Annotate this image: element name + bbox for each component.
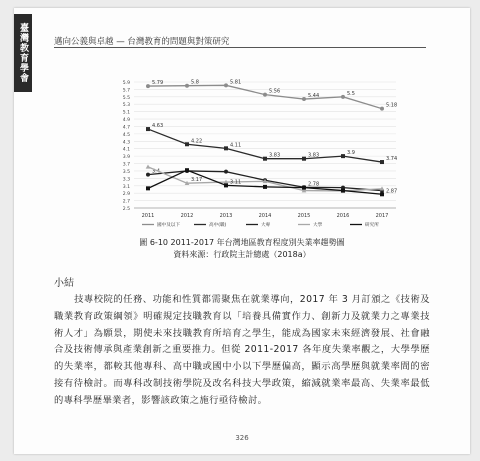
data-point (302, 157, 306, 161)
data-point (146, 84, 150, 88)
data-label: 2.87 (386, 188, 398, 195)
data-point (224, 170, 228, 174)
data-point (263, 185, 267, 189)
data-label: 5.44 (308, 93, 320, 100)
data-label: 4.22 (191, 138, 203, 145)
unemployment-line-chart (112, 76, 404, 234)
data-point (341, 95, 345, 99)
data-point (341, 154, 345, 158)
legend-label: 國中及以下 (157, 223, 180, 228)
y-tick-label: 4.3 (122, 140, 130, 146)
summary-paragraph (54, 292, 430, 410)
section-title: 小結 (54, 278, 74, 289)
figure-caption: 圖 6-10 2011-2017 年台灣地區教育程度別失業率趨勢圖 (139, 238, 345, 247)
data-point (146, 173, 150, 177)
chart-svg (112, 76, 404, 234)
data-label: 5.5 (347, 90, 355, 97)
data-point (263, 157, 267, 161)
x-tick-label: 2017 (375, 213, 389, 219)
data-label: 3.4 (152, 168, 160, 175)
data-label: 4.11 (230, 142, 242, 149)
x-tick-label: 2012 (180, 213, 194, 219)
y-tick-label: 2.7 (122, 199, 130, 205)
legend-label: 研究所 (365, 223, 379, 228)
book-page (14, 8, 470, 454)
data-point (302, 97, 306, 101)
y-tick-label: 4.1 (122, 147, 130, 153)
running-head: 邁向公義與卓越 — 台灣教育的問題與對策研究 (54, 37, 230, 47)
x-tick-label: 2013 (219, 213, 233, 219)
data-point (185, 84, 189, 88)
data-label: 5.18 (386, 102, 398, 109)
x-tick-label: 2016 (336, 213, 350, 219)
legend-label: 大專 (261, 223, 271, 228)
data-label: 3.74 (386, 156, 398, 163)
data-label: 3.83 (308, 152, 320, 159)
paragraph-text: 技專校院的任務、功能和性質都需聚焦在就業導向，2017 年 3 月訂頒之《技術及職業教育政策綱領》明確規定技職教育以「培養具備實作力、創新力及就業力之專業技術人才」為願景，期使未來技職教育所培育之學生，能成為國家未來經濟發展、社會融合及技術傳承與產業創新之重要推力。但從 2011-2017 各年度失業率觀之，大學學歷的失業率，都較其他專科、高中職或國中小以下學歷偏高，顯示高學歷與就業率間的密接有待檢討。而專科改制技術學院及改名科技大學政策，縮減就業率最高、失業率最低的專科學歷畢業者，影響該政策之施行亟待檢討。 (54, 294, 430, 406)
y-tick-label: 5.5 (122, 95, 130, 101)
data-label: 5.8 (191, 79, 199, 86)
x-tick-label: 2011 (141, 213, 155, 219)
data-point (185, 142, 189, 146)
y-tick-label: 5.7 (122, 88, 130, 94)
data-point (302, 186, 306, 190)
data-point (146, 186, 150, 190)
data-point (263, 93, 267, 97)
y-tick-label: 3.3 (122, 177, 130, 183)
data-point (224, 183, 228, 187)
data-label: 2.78 (308, 181, 320, 188)
data-point (380, 107, 384, 111)
header-rule (54, 47, 426, 48)
data-label: 5.56 (269, 88, 281, 95)
data-label: 5.81 (230, 79, 242, 86)
data-point (341, 189, 345, 193)
y-tick-label: 5.3 (122, 103, 130, 109)
data-point (224, 146, 228, 150)
y-tick-label: 2.9 (122, 192, 130, 198)
data-label: 3.17 (191, 177, 203, 184)
y-tick-label: 5.1 (122, 110, 130, 116)
data-label: 4.63 (152, 123, 164, 130)
data-point (146, 164, 151, 168)
y-tick-label: 3.1 (122, 184, 130, 190)
y-tick-label: 4.9 (122, 118, 130, 124)
y-tick-label: 3.7 (122, 162, 130, 168)
legend-label: 高中(職) (209, 223, 227, 228)
y-tick-label: 3.9 (122, 155, 130, 161)
chapter-side-tab: 臺灣教育學會 (14, 14, 32, 92)
figure-source: 資料來源：行政院主計總處（2018a） (173, 250, 311, 259)
y-tick-label: 2.5 (122, 207, 130, 212)
data-label: 5.79 (152, 80, 164, 87)
data-point (185, 168, 189, 172)
data-point (224, 83, 228, 87)
legend-label: 大學 (313, 223, 323, 228)
data-label: 3.83 (269, 152, 281, 159)
x-tick-label: 2015 (297, 213, 311, 219)
page-number: 326 (235, 434, 249, 442)
data-label: 3.11 (230, 179, 242, 186)
x-tick-label: 2014 (258, 213, 272, 219)
data-point (380, 160, 384, 164)
y-tick-label: 3.5 (122, 169, 130, 175)
data-point (146, 127, 150, 131)
y-tick-label: 4.7 (122, 125, 130, 131)
data-point (380, 192, 384, 196)
data-label: 3.9 (347, 150, 355, 157)
y-tick-label: 4.5 (122, 132, 130, 138)
y-tick-label: 5.9 (122, 81, 130, 86)
